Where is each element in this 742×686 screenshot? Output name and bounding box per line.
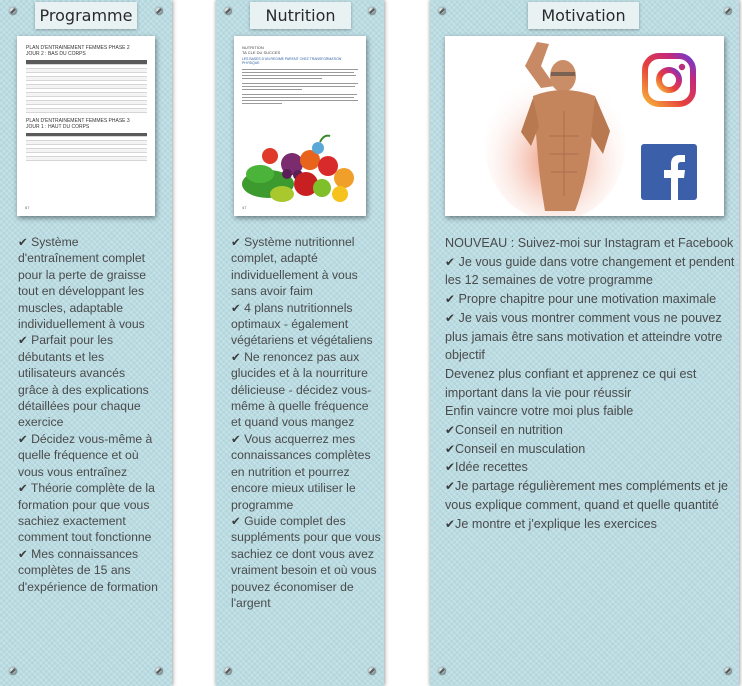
motivation-benefits (445, 234, 735, 533)
facebook-icon[interactable] (641, 144, 697, 200)
checkmark-icon: ✔ (231, 235, 241, 249)
training-plan-subheading-2: JOUR 1 : HAUT DU CORPS (26, 123, 90, 130)
benefit-item: ✔ Je vais vous montrer comment vous ne pouvez plus jamais être sans motivation et atteindre votre objectif (445, 310, 723, 363)
benefit-item: ✔ Système d'entraînement complet pour la perte de graisse tout en développant les muscles, adaptable individuellement à vous (18, 235, 147, 332)
training-plan-heading-1: PLAN D'ENTRAINEMENT FEMMES PHASE 2 (26, 45, 130, 51)
benefit-item: ✔Conseil en musculation (445, 441, 586, 456)
screw-icon (438, 667, 446, 675)
checkmark-icon: ✔ (445, 292, 456, 307)
programme-panel (0, 0, 172, 686)
training-table-1 (26, 60, 147, 113)
nutrition-title: Nutrition (250, 2, 351, 29)
screw-icon (368, 7, 376, 15)
checkmark-icon: ✔ (18, 481, 28, 496)
benefit-item: ✔ Théorie complète de la formation pour que vous sachiez exactement comment tout fonctionne (18, 481, 155, 545)
training-plan-preview[interactable] (17, 36, 155, 216)
benefit-item: ✔ Décidez vous-même à quelle fréquence et où vous vous entraînez (18, 431, 153, 479)
benefit-item: ✔ 4 plans nutritionnels optimaux - également végétariens et végétaliens (231, 300, 373, 348)
checkmark-icon: ✔ (231, 431, 241, 446)
page-number: 47 (242, 205, 247, 210)
training-plan-heading-2: PLAN D'ENTRAINEMENT FEMMES PHASE 3 (26, 117, 130, 124)
screw-icon (155, 7, 163, 15)
checkmark-icon: ✔ (445, 441, 456, 456)
nutrition-doc-heading: NUTRITION (242, 45, 264, 50)
page-number: 67 (25, 205, 30, 210)
benefit-item: Enfin vaincre votre moi plus faible (445, 404, 634, 419)
benefit-item: ✔ Système nutritionnel complet, adapté individuellement à vous sans avoir faim (231, 235, 358, 299)
checkmark-icon: ✔ (445, 516, 456, 531)
instagram-icon[interactable] (641, 52, 697, 108)
motivation-panel (430, 0, 739, 686)
benefit-item: ✔ Vous acquerrez mes connaissances complètes en nutrition et pourrez encore mieux utiliser le programme (231, 431, 371, 512)
announcement-text: NOUVEAU : Suivez-moi sur Instagram et Facebook (445, 236, 734, 250)
nutrition-panel (216, 0, 384, 686)
benefit-item: ✔Conseil en nutrition (445, 423, 563, 438)
fruits-vegetables-image (240, 124, 360, 212)
benefit-item: ✔ Ne renoncez pas aux glucides et à la nourriture délicieuse - décidez vous-même à quelle fréquence et quand vous mangez (231, 349, 372, 430)
checkmark-icon: ✔ (445, 310, 456, 325)
nutrition-doc-blue-heading: LES BASES D'UN REGIME PARFAIT CHEZ TRANSFORMATION PHYSIQUE (242, 57, 342, 66)
coach-banner (445, 36, 724, 216)
screw-icon (724, 7, 732, 15)
screw-icon (224, 7, 232, 15)
benefit-item: ✔Je montre et j'explique les exercices (445, 516, 657, 531)
programme-title: Programme (35, 2, 137, 29)
benefit-item: ✔ Propre chapitre pour une motivation maximale (445, 292, 717, 307)
nutrition-doc-subheading: TA CLE DU SUCCES (242, 50, 281, 55)
checkmark-icon: ✔ (18, 431, 28, 446)
screw-icon (368, 667, 376, 675)
benefit-item: ✔ Mes connaissances complètes de 15 ans d'expérience de formation (18, 546, 158, 594)
benefit-item: ✔ Parfait pour les débutants et les utilisateurs avancés grâce à des explications détaillées pour chaque exercice (18, 333, 149, 430)
checkmark-icon: ✔ (445, 254, 456, 269)
checkmark-icon: ✔ (445, 479, 456, 494)
checkmark-icon: ✔ (231, 349, 241, 364)
checkmark-icon: ✔ (445, 423, 456, 438)
screw-icon (155, 667, 163, 675)
benefit-item: Devenez plus confiant et apprenez ce qui est important dans la vie pour réussir (445, 366, 697, 400)
benefit-item: ✔ Guide complet des suppléments pour que vous sachiez ce dont vous avez vraiment besoin et où vous pouvez économiser de l'argent (231, 513, 381, 610)
checkmark-icon: ✔ (231, 300, 241, 315)
benefit-item: ✔Idée recettes (445, 460, 528, 475)
motivation-title: Motivation (528, 2, 639, 29)
benefit-item: ✔ Je vous guide dans votre changement et pendent les 12 semaines de votre programme (445, 254, 735, 288)
screw-icon (9, 667, 17, 675)
screw-icon (9, 7, 17, 15)
training-table-2 (26, 133, 147, 162)
nutrition-benefits (231, 234, 381, 611)
checkmark-icon: ✔ (445, 460, 456, 475)
doc-text-lines (242, 68, 360, 108)
nutrition-guide-preview[interactable] (234, 36, 366, 216)
training-plan-subheading-1: JOUR 2 : BAS DU CORPS (26, 51, 86, 57)
screw-icon (724, 667, 732, 675)
benefit-item: ✔Je partage régulièrement mes compléments et je vous explique comment, quand et quelle quantité (445, 479, 729, 512)
screw-icon (224, 667, 232, 675)
checkmark-icon: ✔ (18, 333, 28, 348)
screw-icon (438, 7, 446, 15)
checkmark-icon: ✔ (18, 546, 28, 561)
programme-benefits (18, 234, 158, 595)
checkmark-icon: ✔ (18, 235, 28, 249)
checkmark-icon: ✔ (231, 513, 241, 528)
